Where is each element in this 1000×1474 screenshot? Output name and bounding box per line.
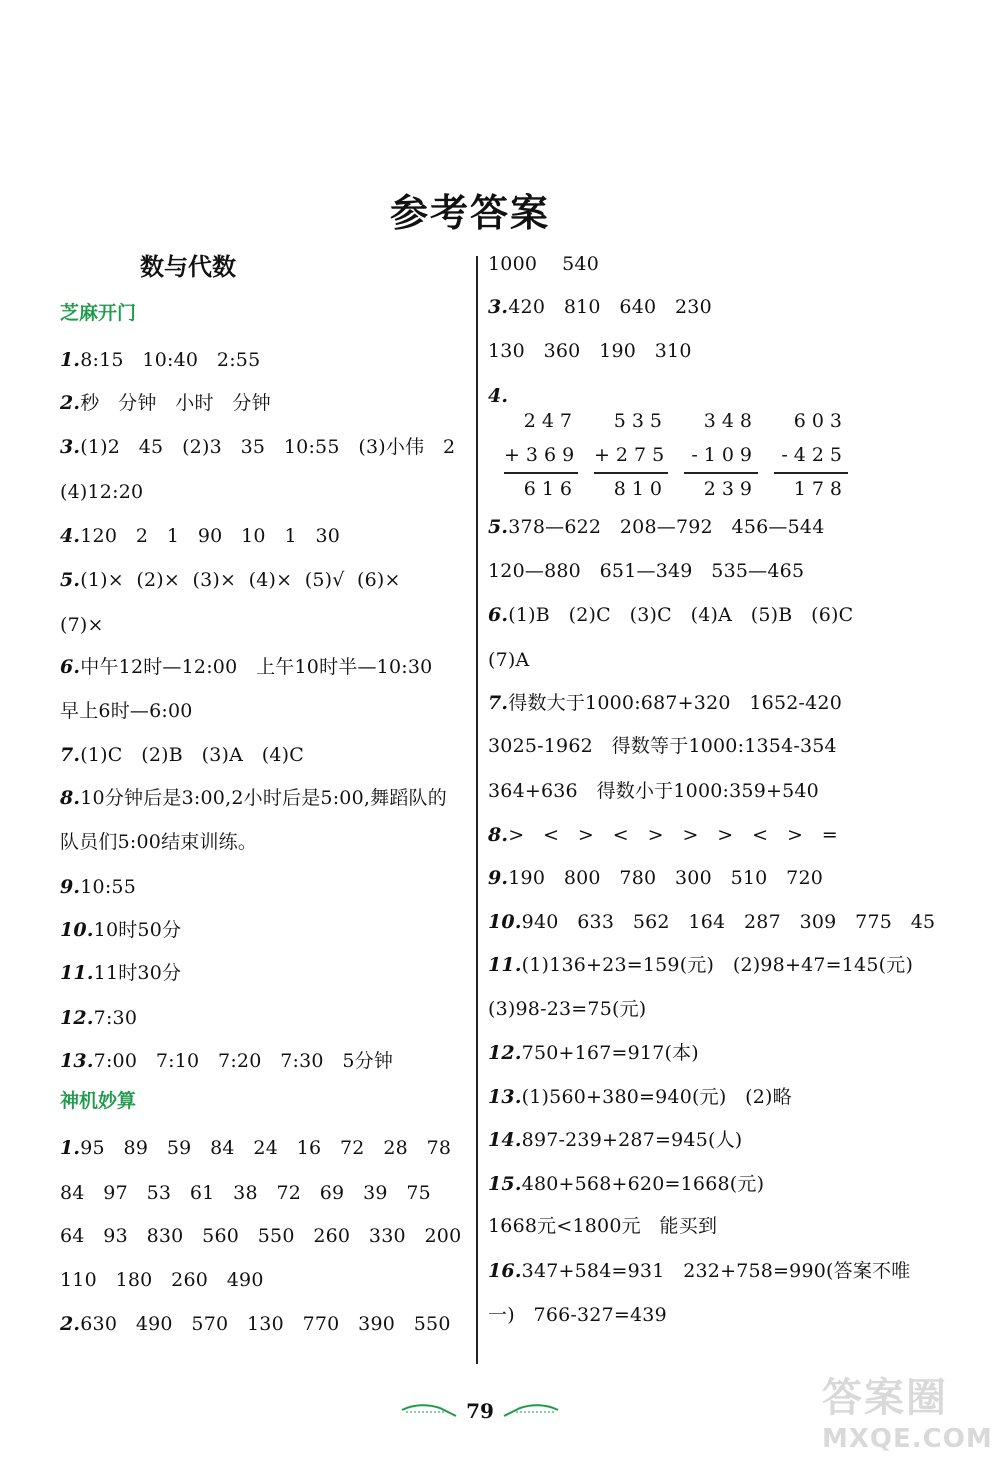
question-number: 8. (488, 824, 509, 846)
answer-text: (3)98-23=75(元) (488, 998, 647, 1020)
answer-line (60, 477, 143, 507)
section-header-shenji: 神机妙算 (60, 1090, 137, 1112)
page-footer (400, 1396, 560, 1426)
answer-text: 95 89 59 84 24 16 72 28 78 (80, 1137, 452, 1159)
answer-line (488, 863, 823, 893)
question-number: 13. (488, 1086, 522, 1108)
answer-text: 64 93 830 560 550 260 330 200 (60, 1225, 462, 1247)
calc-rule (774, 472, 848, 474)
answer-line (488, 600, 853, 630)
answer-line (60, 1046, 393, 1076)
answer-line (488, 820, 838, 850)
answer-line (60, 1003, 137, 1033)
question-number: 5. (488, 516, 509, 538)
section-title-number-algebra: 数与代数 (140, 253, 236, 281)
answer-text: (7)× (60, 614, 104, 636)
answer-text: > < > < > > > < > = (508, 824, 838, 846)
question-number: 2. (60, 392, 81, 414)
answer-text: 110 180 260 490 (60, 1269, 264, 1291)
answer-line (488, 336, 692, 366)
answer-text: 8:15 10:40 2:55 (80, 349, 261, 371)
watermark (822, 1372, 992, 1468)
answer-line (60, 1265, 264, 1295)
calc-result: 239 (703, 478, 758, 500)
answer-line (60, 610, 104, 640)
question-number: 4. (488, 385, 509, 407)
answer-line (488, 249, 599, 279)
question-number: 11. (60, 962, 94, 984)
question-number: 7. (60, 744, 81, 766)
calc-operand: 348 (703, 410, 758, 432)
calc-operator-operand: -425 (781, 444, 848, 466)
answer-line (60, 1178, 431, 1208)
question-number: 9. (488, 867, 509, 889)
section-header-zhima: 芝麻开门 (60, 302, 137, 324)
column-divider (476, 256, 478, 1364)
calc-result: 178 (793, 478, 848, 500)
answer-line (488, 688, 842, 718)
question-number: 1. (60, 1137, 81, 1159)
answer-text: (1)B (2)C (3)C (4)A (5)B (6)C (508, 604, 854, 626)
answer-text: 378—622 208—792 456—544 (508, 516, 825, 538)
question-number: 10. (60, 919, 94, 941)
answer-text: 897-239+287=945(人) (521, 1129, 743, 1151)
vertical-calc (504, 404, 581, 506)
calc-rule (684, 472, 758, 474)
answer-line (488, 776, 819, 806)
answer-text: 中午12时—12:00 上午10时半—10:30 (80, 656, 433, 678)
vertical-calc (684, 404, 758, 506)
answer-line (60, 1133, 451, 1163)
question-number: 2. (60, 1313, 81, 1335)
answer-line (60, 432, 455, 462)
answer-text: 940 633 562 164 287 309 775 45 (521, 911, 936, 933)
answer-text: 11时30分 (93, 962, 182, 984)
vertical-calc (774, 404, 848, 506)
answer-line (488, 1300, 667, 1330)
answer-text: 750+167=917(本) (521, 1042, 699, 1064)
answer-line (488, 645, 529, 675)
answer-line (488, 1082, 792, 1112)
question-number: 12. (60, 1007, 94, 1029)
answer-text: 364+636 得数小于1000:359+540 (488, 780, 819, 802)
vertical-calc (594, 404, 671, 506)
answer-text: (4)12:20 (60, 481, 144, 503)
question-number: 15. (488, 1173, 522, 1195)
answer-line (488, 731, 837, 761)
calc-operand: 247 (523, 410, 578, 432)
answer-line (488, 1211, 717, 1241)
calc-result: 616 (523, 478, 578, 500)
watermark-logo-text: 答案圈 (822, 1375, 948, 1421)
answer-line (488, 512, 824, 542)
answer-text: 队员们5:00结束训练。 (60, 831, 258, 853)
answer-line (60, 827, 257, 857)
answer-text: 130 360 190 310 (488, 340, 692, 362)
answer-line (60, 783, 447, 813)
answer-line (60, 915, 181, 945)
answer-text: 7:00 7:10 7:20 7:30 5分钟 (93, 1050, 394, 1072)
answer-text: 1000 540 (488, 253, 599, 275)
answer-text: (7)A (488, 649, 530, 671)
answer-text: (1)× (2)× (3)× (4)× (5)√ (6)× (80, 569, 401, 591)
calc-result: 810 (613, 478, 668, 500)
answer-line (488, 556, 804, 586)
calc-operand: 603 (793, 410, 848, 432)
answer-text: 190 800 780 300 510 720 (508, 867, 824, 889)
answer-line (488, 950, 913, 980)
answer-text: 10分钟后是3:00,2小时后是5:00,舞蹈队的 (80, 787, 447, 809)
answer-line (60, 696, 193, 726)
answer-line (488, 381, 508, 411)
question-number: 4. (60, 525, 81, 547)
answer-text: 347+584=931 232+758=990(答案不唯 (521, 1260, 911, 1282)
answer-text: 1668元<1800元 能买到 (488, 1215, 718, 1237)
question-number: 12. (488, 1042, 522, 1064)
answer-text: 10:55 (80, 876, 137, 898)
answer-line (488, 292, 712, 322)
watermark-url: MXQE.COM (822, 1424, 993, 1454)
answer-line (488, 1169, 764, 1199)
answer-text: (1)2 45 (2)3 35 10:55 (3)小伟 2 (80, 436, 456, 458)
calc-operand: 535 (613, 410, 668, 432)
question-number: 8. (60, 787, 81, 809)
answer-line (60, 1309, 451, 1339)
answer-line (488, 907, 935, 937)
question-number: 11. (488, 954, 522, 976)
answer-text: 480+568+620=1668(元) (521, 1173, 765, 1195)
question-number: 7. (488, 692, 509, 714)
answer-line (60, 565, 401, 595)
answer-line (60, 388, 271, 418)
answer-text: 7:30 (93, 1007, 138, 1029)
answer-text: 10时50分 (93, 919, 182, 941)
answer-text: 84 97 53 61 38 72 69 39 75 (60, 1182, 431, 1204)
answer-text: 秒 分钟 小时 分钟 (80, 392, 271, 414)
answer-line (488, 1256, 910, 1286)
question-number: 6. (488, 604, 509, 626)
answer-line (60, 872, 136, 902)
question-number: 1. (60, 349, 81, 371)
answer-line (60, 521, 340, 551)
left-ornament-icon (400, 1402, 458, 1418)
question-number: 9. (60, 876, 81, 898)
answer-text: (1)560+380=940(元) (2)略 (521, 1086, 792, 1108)
answer-line (60, 345, 260, 375)
calc-rule (594, 472, 668, 474)
answer-text: (1)136+23=159(元) (2)98+47=145(元) (521, 954, 914, 976)
answer-line (60, 1221, 461, 1251)
answer-text: 630 490 570 130 770 390 550 (80, 1313, 451, 1335)
page-title: 参考答案 (389, 191, 550, 235)
question-number: 5. (60, 569, 81, 591)
answer-text: 一) 766-327=439 (488, 1304, 667, 1326)
calc-operator-operand: -109 (691, 444, 758, 466)
question-number: 16. (488, 1260, 522, 1282)
answer-text: (1)C (2)B (3)A (4)C (80, 744, 305, 766)
answer-text: 120—880 651—349 535—465 (488, 560, 805, 582)
answer-line (488, 994, 646, 1024)
calc-operator-operand: +275 (594, 444, 671, 466)
answer-line (488, 1038, 699, 1068)
right-ornament-icon (502, 1402, 560, 1418)
question-number: 6. (60, 656, 81, 678)
vertical-calculations (488, 404, 888, 504)
answer-line (488, 1125, 742, 1155)
answer-line (60, 740, 304, 770)
answer-text: 3025-1962 得数等于1000:1354-354 (488, 735, 837, 757)
answer-text: 早上6时—6:00 (60, 700, 193, 722)
answer-text: 120 2 1 90 10 1 30 (80, 525, 341, 547)
answer-text: 420 810 640 230 (508, 296, 712, 318)
page-number: 79 (466, 1399, 494, 1423)
question-number: 14. (488, 1129, 522, 1151)
calc-operator-operand: +369 (504, 444, 581, 466)
question-number: 3. (488, 296, 509, 318)
question-number: 13. (60, 1050, 94, 1072)
question-number: 10. (488, 911, 522, 933)
answer-line (60, 958, 181, 988)
calc-rule (504, 472, 578, 474)
answer-text: 得数大于1000:687+320 1652-420 (508, 692, 843, 714)
question-number: 3. (60, 436, 81, 458)
answer-line (60, 652, 432, 682)
